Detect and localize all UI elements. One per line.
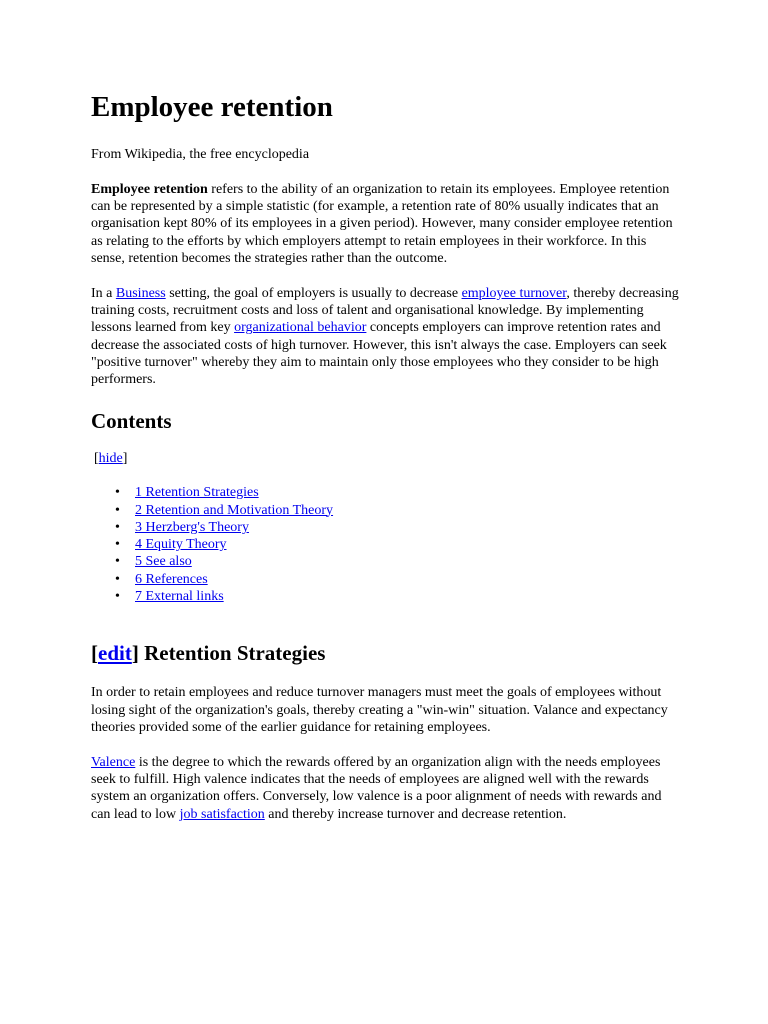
business-paragraph: [91, 285, 680, 388]
paragraph-text: setting, the goal of employers is usually to decrease: [165, 286, 462, 302]
intro-paragraph: [91, 181, 680, 267]
section-heading-retention-strategies: [91, 640, 680, 666]
site-subtitle: From Wikipedia, the free encyclopedia: [91, 147, 310, 162]
bullet-icon: •: [115, 485, 120, 501]
paragraph-text: is the degree to which the rewards offered by an organization align with the needs employees seek to fulfill. High valence indicates that the needs of employees are aligned well with the rewards system an organization offers. Conversely, low valence is a poor alignment of needs with rewards and can lead to low: [91, 754, 662, 822]
bullet-icon: •: [115, 537, 120, 553]
toc-link-references[interactable]: 6 References: [135, 571, 208, 587]
edit-link[interactable]: edit: [98, 641, 132, 666]
valence-paragraph: [91, 754, 680, 823]
toc-link-retention-strategies[interactable]: 1 Retention Strategies: [135, 485, 259, 501]
toc-link-see-also[interactable]: 5 See also: [135, 554, 192, 570]
bullet-icon: •: [115, 571, 120, 587]
paragraph-text: In a: [91, 286, 116, 302]
paragraph-text: concepts employers can improve retention rates and decrease the associated costs of high turnover. However, this isn't always the case. Employers can seek "positive turnover" whereby they aim to maintain only those employees who they consider to be high performers.: [91, 320, 667, 388]
page-title: Employee retention: [91, 91, 333, 123]
valence-link[interactable]: Valence: [91, 754, 136, 770]
intro-bold-term: Employee retention: [91, 182, 208, 197]
contents-hide-toggle: [94, 450, 680, 467]
toc-item: [91, 536, 680, 553]
paragraph-text: and thereby increase turnover and decrease retention.: [264, 806, 567, 822]
bullet-icon: •: [115, 502, 120, 518]
employee-turnover-link[interactable]: employee turnover: [461, 286, 567, 302]
toc-item: [91, 588, 680, 605]
table-of-contents: [91, 484, 680, 605]
hide-link[interactable]: hide: [98, 451, 123, 467]
section-title: Retention Strategies: [138, 641, 326, 666]
toc-item: [91, 502, 680, 519]
bracket: ]: [122, 451, 128, 467]
business-link[interactable]: Business: [115, 286, 166, 302]
bullet-icon: •: [115, 519, 120, 535]
toc-item: [91, 553, 680, 570]
toc-item: [91, 484, 680, 501]
contents-heading: Contents: [91, 409, 172, 434]
toc-item: [91, 519, 680, 536]
organizational-behavior-link[interactable]: organizational behavior: [234, 320, 367, 336]
toc-link-equity-theory[interactable]: 4 Equity Theory: [135, 537, 227, 553]
toc-item: [91, 571, 680, 588]
toc-link-external-links[interactable]: 7 External links: [135, 589, 224, 605]
toc-link-herzbergs-theory[interactable]: 3 Herzberg's Theory: [135, 519, 249, 535]
toc-link-retention-motivation-theory[interactable]: 2 Retention and Motivation Theory: [135, 502, 334, 518]
retention-strategies-paragraph: In order to retain employees and reduce turnover managers must meet the goals of employees without losing sight of the organization's goals, thereby creating a "win-win" situation. Valance and expectancy theories provided some of the earlier guidance for retaining employees.: [91, 685, 668, 735]
bullet-icon: •: [115, 589, 120, 605]
bullet-icon: •: [115, 554, 120, 570]
intro-text: refers to the ability of an organization to retain its employees. Employee retention can be represented by a simple statistic (for example, a retention rate of 80% usually indicates that an organisation kept 80% of its employees in a given period). However, many consider employee retention as relating to the efforts by which employers attempt to retain employees in their workforce. In this sense, retention becomes the strategies rather than the outcome.: [91, 182, 673, 266]
bracket: [: [94, 451, 99, 467]
paragraph-text: , thereby decreasing training costs, recruitment costs and loss of talent and organisational knowledge. By implementing lessons learned from key: [91, 286, 679, 336]
job-satisfaction-link[interactable]: job satisfaction: [179, 806, 265, 822]
bracket: ]: [131, 641, 139, 666]
bracket: [: [91, 641, 98, 666]
